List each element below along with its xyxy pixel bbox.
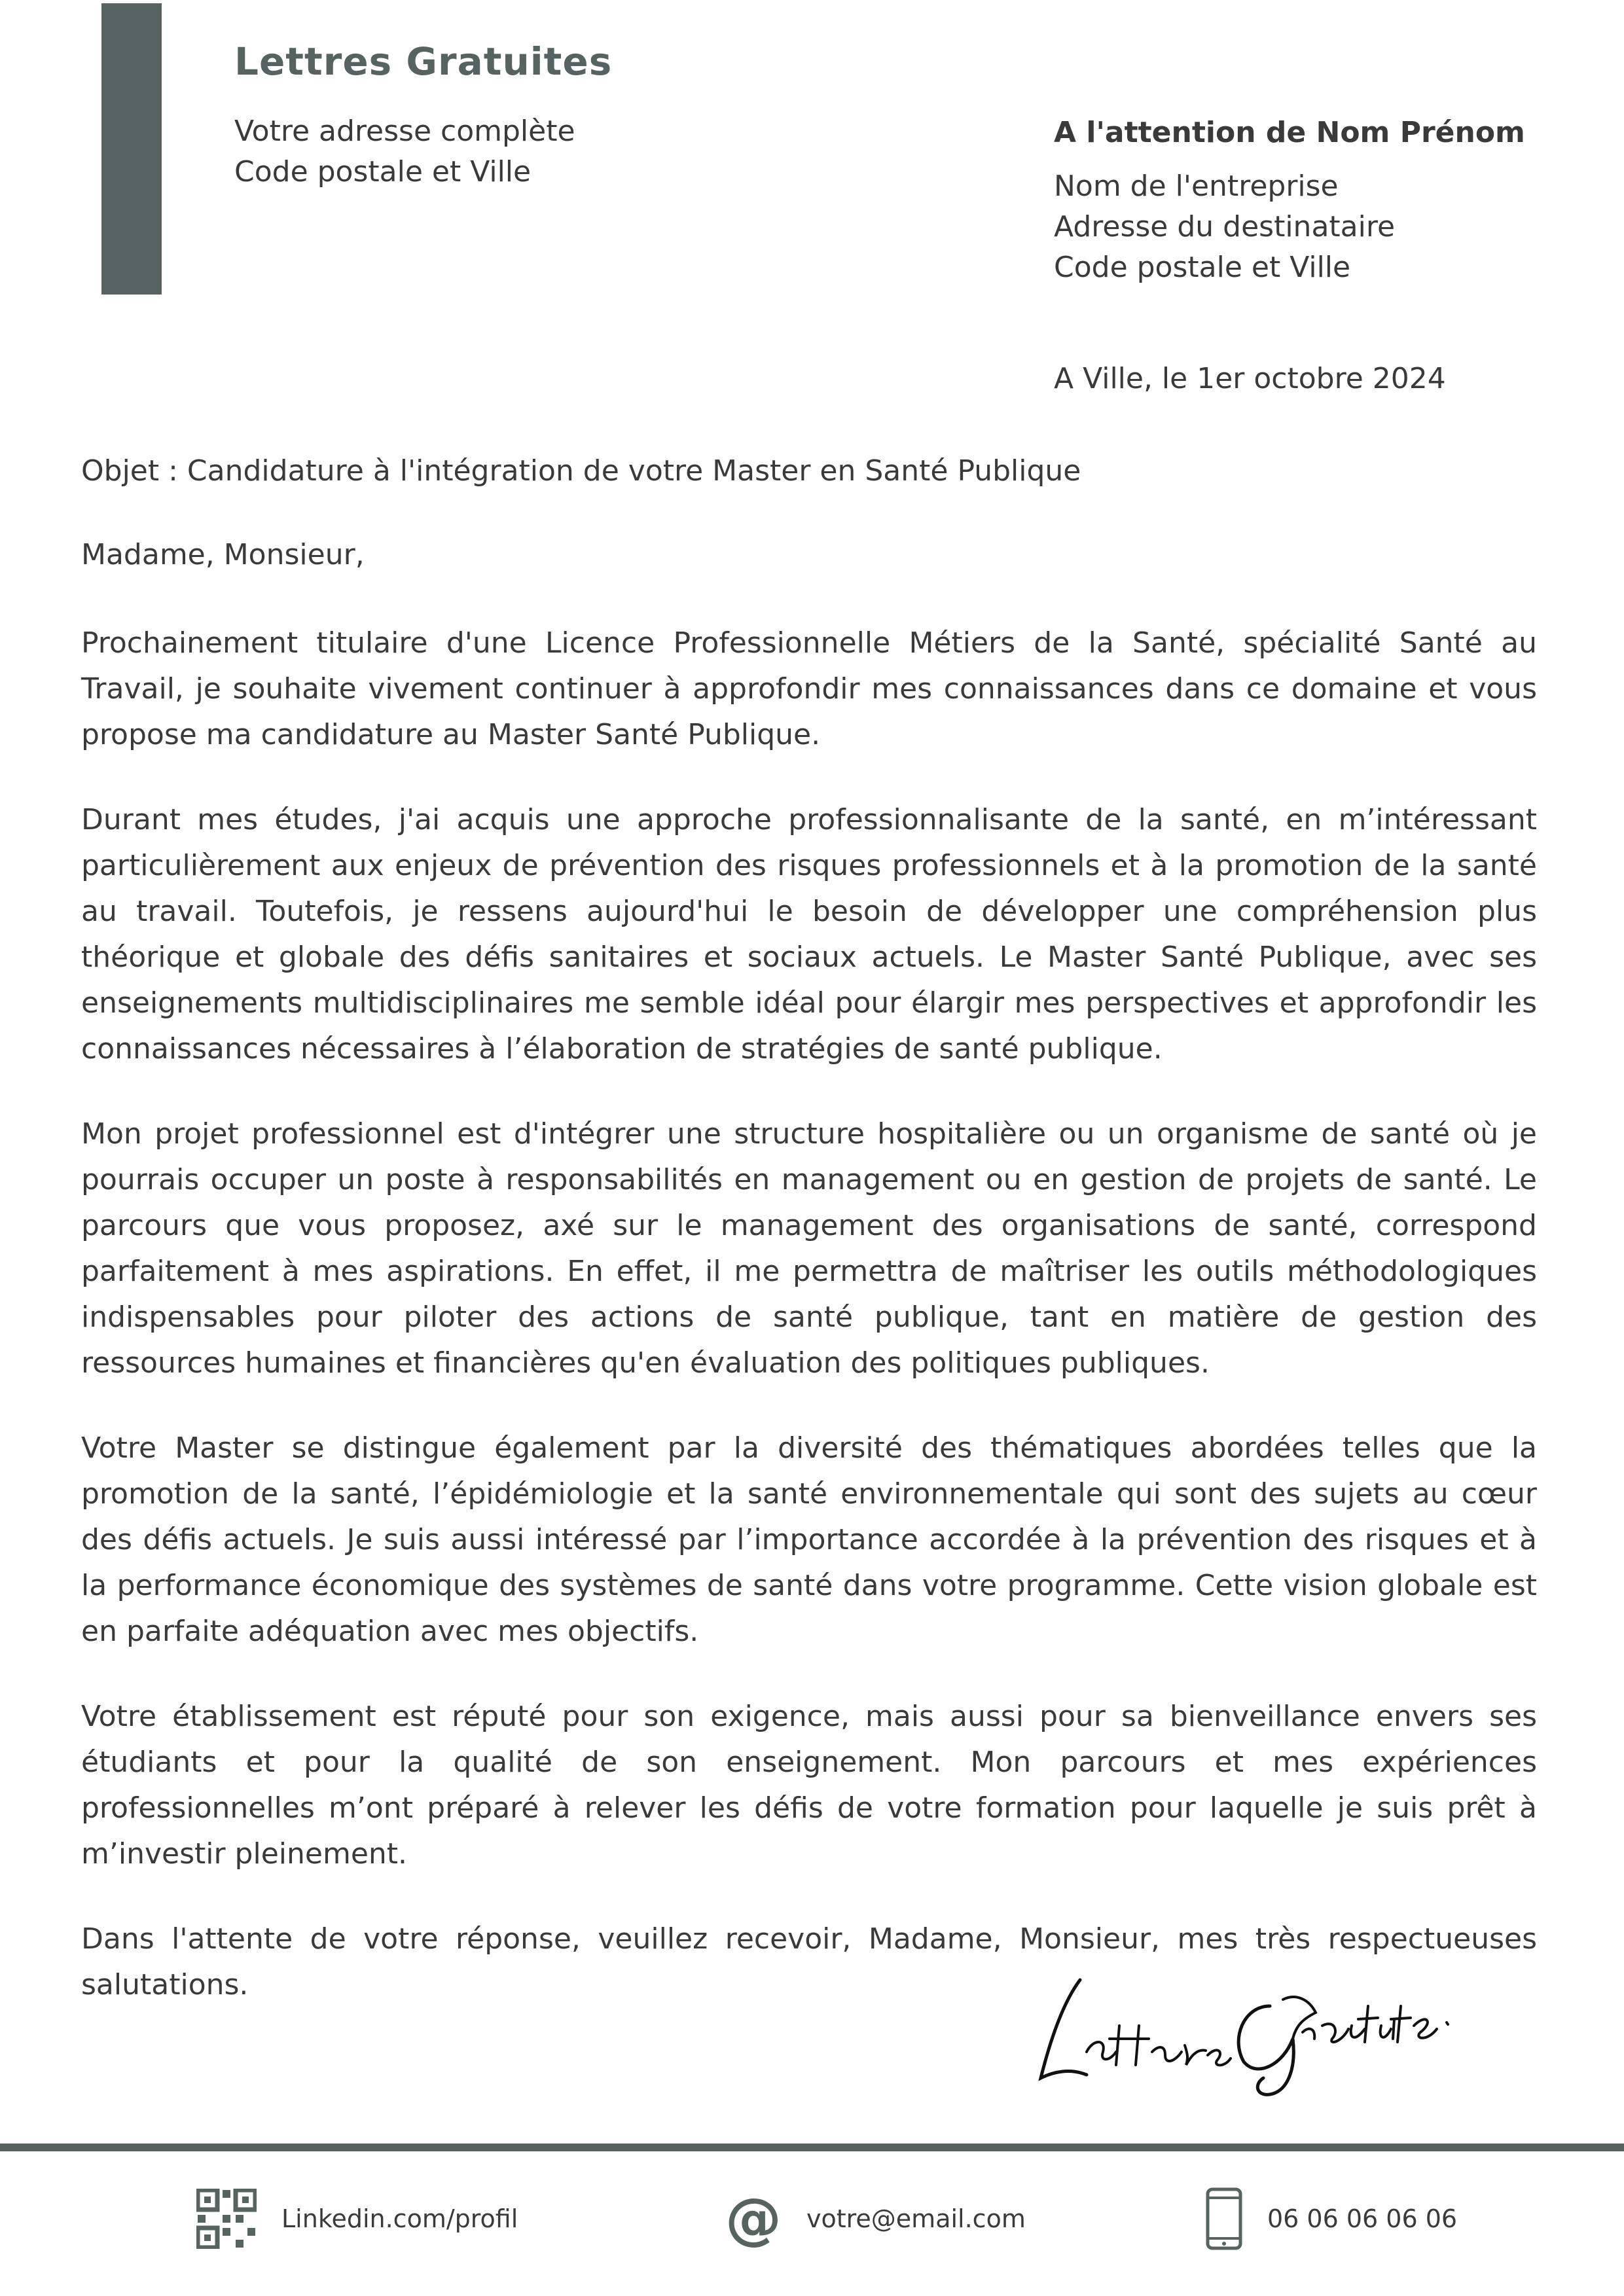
paragraph: Mon projet professionnel est d'intégrer une structure hospitalière ou un organisme de santé où je pourrais occuper un poste à responsabilités en management ou en gestion de projets de santé. Le parcours que vous proposez, axé sur le management des organisations de santé, correspond parfaitement à mes aspirations. En effet, il me permettra de maîtriser les outils méthodologiques indispensables pour piloter des actions de santé publique, tant en matière de gestion des ressources humaines et financières qu'en évaluation des politiques publiques. — [81, 1117, 1537, 1380]
at-sign-icon: @ — [725, 2186, 782, 2251]
phone-icon — [1206, 2187, 1242, 2250]
phone-text: 06 06 06 06 06 — [1267, 2204, 1458, 2233]
footer-linkedin[interactable] — [196, 2186, 518, 2251]
sender-address-line2: Code postale et Ville — [234, 155, 532, 188]
footer-divider — [0, 2144, 1624, 2151]
footer-email[interactable] — [725, 2186, 1026, 2251]
paragraph: Prochainement titulaire d'une Licence Professionnelle Métiers de la Santé, spécialité Santé au Travail, je souhaite vivement continuer à approfondir mes connaissances dans ce domaine et vous propose ma candidature au Master Santé Publique. — [81, 626, 1537, 751]
recipient-city: Code postale et Ville — [1054, 251, 1351, 284]
qr-code-icon — [196, 2189, 257, 2249]
paragraph: Votre Master se distingue également par la diversité des thématiques abordées telles que la promotion de la santé, l’épidémiologie et la santé environnementale qui sont des sujets au cœur des défis actuels. Je suis aussi intéressé par l’importance accordée à la prévention des risques et à la performance économique des systèmes de santé dans votre programme. Cette vision globale est en parfaite adéquation avec mes objectifs. — [81, 1431, 1537, 1648]
sender-address — [234, 111, 575, 192]
paragraph: Durant mes études, j'ai acquis une approche professionnalisante de la santé, en m’intéressant particulièrement aux enjeux de prévention des risques professionnels et à la promotion de la santé au travail. Toutefois, je ressens aujourd'hui le besoin de développer une compréhension plus théorique et globale des défis sanitaires et sociaux actuels. Le Master Santé Publique, avec ses enseignements multidisciplinaires me semble idéal pour élargir mes perspectives et approfondir les connaissances nécessaires à l’élaboration de stratégies de santé publique. — [81, 803, 1537, 1066]
recipient-address: Adresse du destinataire — [1054, 210, 1396, 243]
sender-name: Lettres Gratuites — [234, 39, 613, 84]
letter-greeting: Madame, Monsieur, — [81, 538, 365, 571]
recipient-company: Nom de l'entreprise — [1054, 170, 1339, 203]
paragraph: Votre établissement est réputé pour son exigence, mais aussi pour sa bienveillance envers ses étudiants et pour la qualité de son enseignement. Mon parcours et mes expériences professionnelles m’ont préparé à relever les défis de votre formation pour laquelle je suis prêt à m’investir pleinement. — [81, 1700, 1537, 1871]
letter-body — [81, 620, 1537, 2047]
letter-object: Objet : Candidature à l'intégration de votre Master en Santé Publique — [81, 454, 1081, 488]
sender-address-line1: Votre adresse complète — [234, 115, 575, 148]
paragraph: Dans l'attente de votre réponse, veuillez recevoir, Madame, Monsieur, mes très respectueuses salutations. — [81, 1922, 1537, 2001]
email-text: votre@email.com — [806, 2204, 1026, 2233]
recipient-attention: A l'attention de Nom Prénom — [1054, 116, 1525, 149]
decorative-side-bar — [101, 3, 162, 295]
recipient-block — [1054, 113, 1525, 288]
footer-phone[interactable] — [1206, 2186, 1457, 2251]
handwritten-signature — [1034, 1947, 1492, 2098]
letter-date: A Ville, le 1er octobre 2024 — [1054, 362, 1446, 395]
linkedin-text: Linkedin.com/profil — [281, 2204, 518, 2233]
